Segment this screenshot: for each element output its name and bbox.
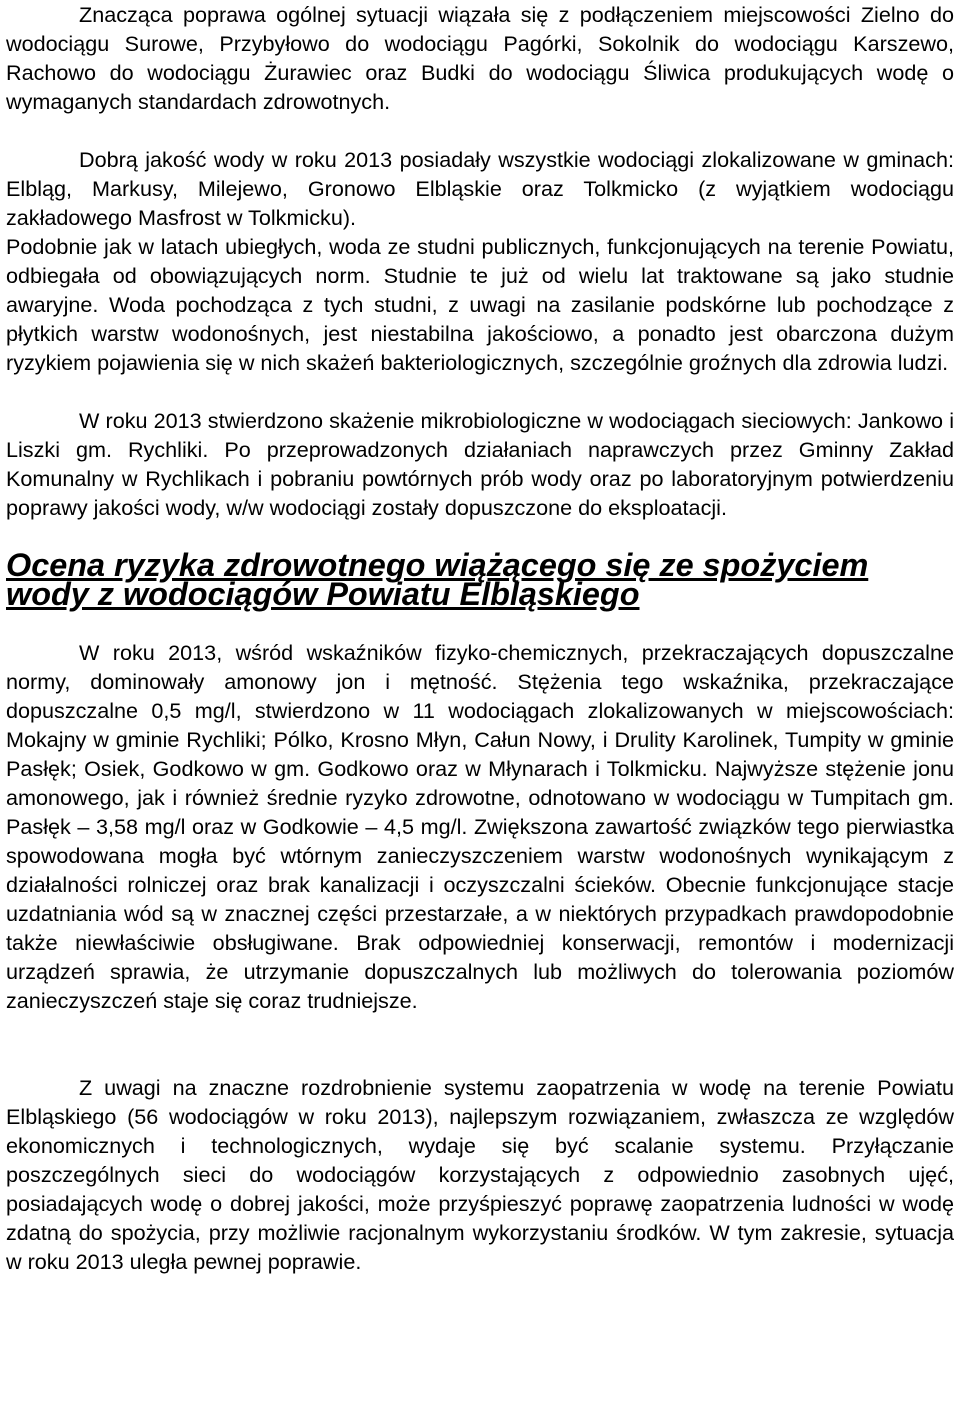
paragraph-system-consolidation: Z uwagi na znaczne rozdrobnienie systemu zaopatrzenia w wodę na terenie Powiatu Elbląskiego (56 wodociągów w roku 2013), najlepszym rozwiązaniem, zwłaszcza ze względów ekonomicznych i technologicznych, wydaje się być scalanie systemu. Przyłączanie poszczególnych sieci do wodociągów korzystających z odpowiednio zasobnych ujęć, posiadających wodę o dobrej jakości, może przyśpieszyć poprawę zaopatrzenia ludności w wodę zdatną do spożycia, przy możliwie racjonalnym wykorzystaniu środków. W tym zakresie, sytuacja w roku 2013 uległa pewnej poprawie. xyxy=(6,1075,954,1274)
paragraph-ammonium-indicators: W roku 2013, wśród wskaźników fizyko-chemicznych, przekraczających dopuszczalne normy, dominowały amonowy jon i mętność. Stężenia tego wskaźnika, przekraczające dopuszczalne 0,5 mg/l, stwierdzono w 11 wodociągach zlokalizowanych w miejscowościach: Mokajny w gminie Rychliki; Pólko, Krosno Młyn, Całun Nowy, i Drulity Karolinek, Tumpity w gminie Pasłęk; Osiek, Godkowo w gm. Godkowo oraz w Młynarach i Tolkmicku. Najwyższe stężenie jonu amonowego, jak i również średnie ryzyko zdrowotne, odnotowano w wodociągu w Tumpitach gm. Pasłęk – 3,58 mg/l oraz w Godkowie – 4,5 mg/l. Zwiększona zawartość związków tego pierwiastka spowodowana mogła być wtórnym zanieczyszczeniem warstw wodonośnych wynikającym z działalności rolniczej oraz brak kanalizacji i oczyszczalni ścieków. Obecnie funkcjonujące stacje uzdatniania wód są w znacznej części przestarzałe, a w niektórych przypadkach prawdopodobnie także niewłaściwie obsługiwane. Brak odpowiedniej konserwacji, remontów i modernizacji urządzeń sprawia, że utrzymanie dopuszczalnych lub możliwych do tolerowania poziomów zanieczyszczeń staje się coraz trudniejsze. xyxy=(6,640,954,1013)
paragraph-good-water-quality: Dobrą jakość wody w roku 2013 posiadały wszystkie wodociągi zlokalizowane w gminach: Elbląg, Markusy, Milejewo, Gronowo Elbląskie oraz Tolkmicko (z wyjątkiem wodociągu zakładowego Masfrost w Tolkmicku). xyxy=(6,147,954,230)
section-heading-health-risk: Ocena ryzyka zdrowotnego wiążącego się ze spożyciem wody z wodociągów Powiatu Elbląskiego xyxy=(6,547,869,612)
paragraph-public-wells: Podobnie jak w latach ubiegłych, woda ze studni publicznych, funkcjonujących na terenie Powiatu, odbiegała od obowiązujących norm. Studnie te już od wielu lat traktowane są jako studnie awaryjne. Woda pochodząca z tych studni, z uwagi na zasilanie podskórne lub pochodzące z płytkich warstw wodonośnych, jest niestabilna jakościowo, a ponadto jest obarczona dużym ryzykiem pojawienia się w nich skażeń bakteriologicznych, szczególnie groźnych dla zdrowia ludzi. xyxy=(6,234,954,375)
paragraph-water-connections: Znacząca poprawa ogólnej sytuacji wiązała się z podłączeniem miejscowości Zielno do wodociągu Surowe, Przybyłowo do wodociągu Pagórki, Sokolnik do wodociągu Karszewo, Rachowo do wodociągu Żurawiec oraz Budki do wodociągu Śliwica produkujących wodę o wymaganych standardach zdrowotnych. xyxy=(6,2,954,114)
paragraph-microbiological-contamination: W roku 2013 stwierdzono skażenie mikrobiologiczne w wodociągach sieciowych: Jankowo i Liszki gm. Rychliki. Po przeprowadzonych działaniach naprawczych przez Gminny Zakład Komunalny w Rychlikach i pobraniu powtórnych prób wody oraz po laboratoryjnym potwierdzeniu poprawy jakości wody, w/w wodociągi zostały dopuszczone do eksploatacji. xyxy=(6,408,954,520)
document-page xyxy=(6,0,954,1276)
